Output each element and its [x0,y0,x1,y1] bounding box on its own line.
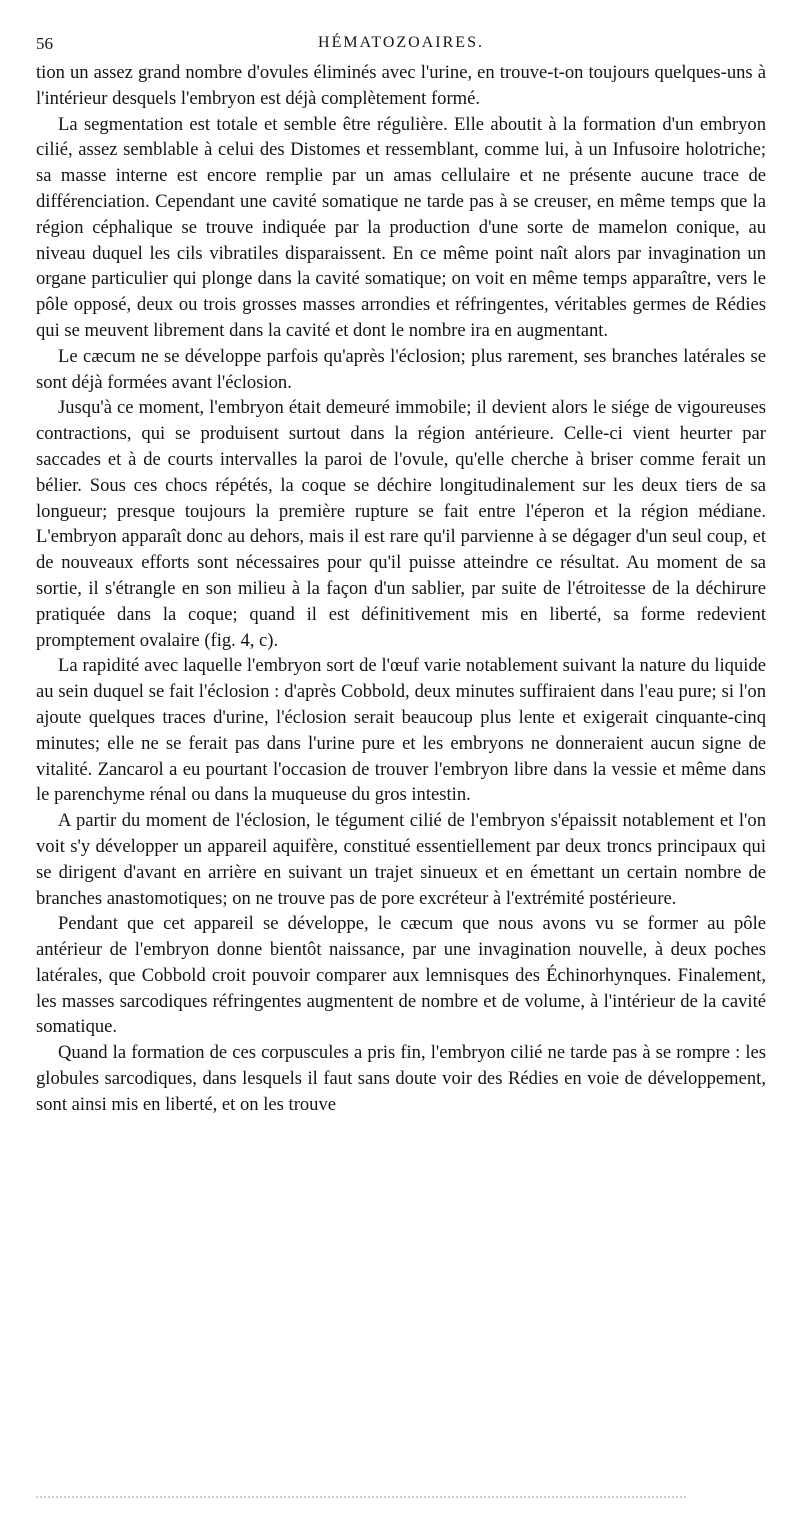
page-bottom-artifacts [36,1496,686,1502]
running-title: HÉMATOZOAIRES. [318,34,484,51]
paragraph-rupture: Quand la formation de ces corpuscules a pris fin, l'embryon cilié ne tarde pas à se rompre : les globules sarcodiques, dans lesquels il faut sans doute voir des Rédies en voie de développement, sont ainsi mis en liberté, et on les trouve [36,1042,766,1115]
paragraph-segmentation: La segmentation est totale et semble être régulière. Elle aboutit à la formation d'un embryon cilié, assez semblable à celui des Distomes et ressemblant, comme lui, à un Infusoire holotriche; sa masse interne est encore remplie par un amas cellulaire et ne présente aucune trace de différenciation. Cependant une cavité somatique ne tarde pas à se creuser, en même temps que la région céphalique se trouve indiquée par la production d'une sorte de mamelon conique, au niveau duquel les cils vibratiles disparaissent. En ce même point naît alors par invagination un organe particulier qui plonge dans la cavité somatique; on voit en même temps apparaître, vers le pôle opposé, deux ou trois grosses masses arrondies et réfringentes, véritables germes de Rédies qui se meuvent librement dans la cavité et dont le nombre ira en augmentant. [36,113,766,341]
running-head [36,34,766,58]
book-page [36,34,766,1118]
paragraph-caecum: Le cæcum ne se développe parfois qu'après l'éclosion; plus rarement, ses branches latérales se sont déjà formées avant l'éclosion. [36,345,766,393]
paragraph-tegument: A partir du moment de l'éclosion, le tégument cilié de l'embryon s'épaissit notablement et l'on voit s'y développer un appareil aquifère, constitué essentiellement par deux troncs principaux qui se dirigent d'avant en arrière en suivant un trajet sinueux et en émettant un certain nombre de branches anastomotiques; on ne trouve pas de pore excréteur à l'extrémité postérieure. [36,810,766,909]
body-text [36,60,766,1118]
paragraph-continued: tion un assez grand nombre d'ovules éliminés avec l'urine, en trouve-t-on toujours quelques-uns à l'intérieur desquels l'embryon est déjà complètement formé. [36,62,766,109]
paragraph-rapidity: La rapidité avec laquelle l'embryon sort de l'œuf varie notablement suivant la nature du liquide au sein duquel se fait l'éclosion : d'après Cobbold, deux minutes suffiraient dans l'eau pure; si l'on ajoute quelques traces d'urine, l'éclosion serait beaucoup plus lente et exigerait cinquante-cinq minutes; elle ne se ferait pas dans l'urine pure et les embryons ne donneraient aucun signe de vitalité. Zancarol a eu pourtant l'occasion de trouver l'embryon libre dans la vessie et même dans le parenchyme rénal ou dans la muqueuse du gros intestin. [36,655,766,806]
paragraph-lateral-pouches: Pendant que cet appareil se développe, le cæcum que nous avons vu se former au pôle antérieur de l'embryon donne bientôt naissance, par une invagination nouvelle, à deux poches latérales, que Cobbold croit pouvoir comparer aux lemnisques des Échinorhynques. Finalement, les masses sarcodiques réfringentes augmentent de nombre et de volume, à l'intérieur de la cavité somatique. [36,913,766,1038]
paragraph-contractions: Jusqu'à ce moment, l'embryon était demeuré immobile; il devient alors le siége de vigoureuses contractions, qui se produisent surtout dans la région antérieure. Celle-ci vient heurter par saccades et à de courts intervalles la paroi de l'ovule, qu'elle cherche à briser comme ferait un bélier. Sous ces chocs répétés, la coque se déchire longitudinalement sur les deux tiers de sa longueur; presque toujours la première rupture se fait entre l'éperon et la région médiane. L'embryon apparaît donc au dehors, mais il est rare qu'il parvienne à se dégager d'un seul coup, et de nouveaux efforts sont nécessaires pour qu'il puisse atteindre ce résultat. Au moment de sa sortie, il s'étrangle en son milieu à la façon d'un sablier, par suite de l'étroitesse de la déchirure pratiquée dans la coque; quand il est définitivement mis en liberté, sa forme redevient promptement ovalaire (fig. 4, c). [36,397,766,651]
page-number: 56 [36,34,53,53]
